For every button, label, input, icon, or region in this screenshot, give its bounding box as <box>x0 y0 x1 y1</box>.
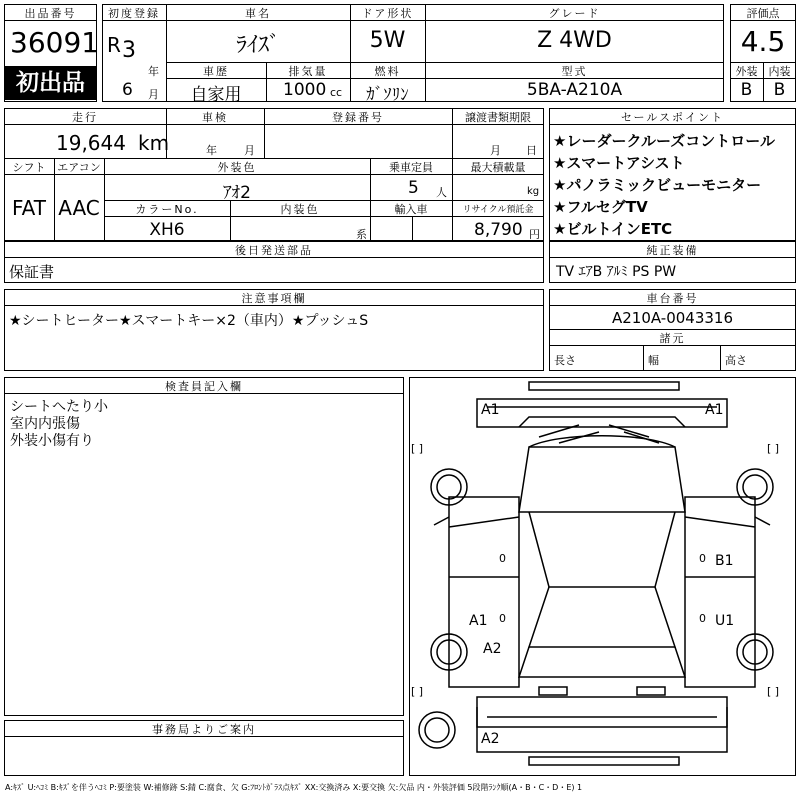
fuel-label: 燃料 <box>374 65 401 78</box>
damage-mark-front-left: A1 <box>481 402 500 418</box>
sales-point-4: ★フルセグTV <box>553 198 648 216</box>
inspector-line-1: シートへたり小 <box>10 399 108 415</box>
lot-number: 36091 <box>10 26 100 59</box>
inspector-line-3: 外装小傷有り <box>10 433 94 449</box>
transfer-month-unit: 月 <box>490 144 501 157</box>
max-load-label: 最大積載量 <box>470 161 526 174</box>
recycle-label: リサイクル預託金 <box>462 205 534 215</box>
office-label: 事務局よりご案内 <box>152 723 256 736</box>
interior-label: 内装 <box>768 65 791 78</box>
aircon-value: AAC <box>58 196 100 220</box>
exterior-grade: B <box>740 80 753 100</box>
inspection-month-unit: 月 <box>244 144 255 157</box>
damage-mark-rear-left: A2 <box>483 641 502 657</box>
grade-value: Z 4WD <box>537 28 612 53</box>
genuine-label: 純正装備 <box>646 244 699 257</box>
capacity-value: 5 <box>408 178 419 198</box>
model-value: 5BA-A210A <box>526 80 623 100</box>
damage-mark-right-door: B1 <box>715 553 734 569</box>
first-listing-badge: 初出品 <box>5 66 96 100</box>
chassis-label: 車台番号 <box>646 292 699 305</box>
displacement-label: 排気量 <box>288 65 328 78</box>
inspection-year-unit: 年 <box>206 144 217 157</box>
aircon-label: エアコン <box>57 161 101 174</box>
score-label: 評価点 <box>746 7 780 20</box>
history-value: 自家用 <box>190 85 242 105</box>
car-name-label: 車名 <box>245 7 271 20</box>
capacity-unit: 人 <box>436 186 447 199</box>
sales-point-3: ★パノラミックビューモニター <box>553 176 762 194</box>
later-parts-value: 保証書 <box>9 263 55 281</box>
ext-color-label: 外装色 <box>217 161 257 174</box>
dimensions-label: 諸元 <box>659 332 686 345</box>
transfer-label: 譲渡書類期限 <box>465 111 531 124</box>
mileage-unit: km <box>138 131 170 155</box>
reg-number-label: 登録番号 <box>332 111 384 124</box>
car-name-value: ﾗｲｽﾞ <box>235 33 280 58</box>
sales-point-2: ★スマートアシスト <box>553 154 685 172</box>
bracket-left-top: [ ] <box>411 442 424 455</box>
caution-value: ★シートヒーター★スマートキー×2（車内）★プッシュS <box>9 313 369 329</box>
bracket-left-bottom: [ ] <box>411 685 424 698</box>
registration-month-unit: 月 <box>148 88 159 101</box>
shift-label: シフト <box>12 161 46 174</box>
damage-mark-right-rear: U1 <box>715 613 735 629</box>
damage-mark-left-rear: A1 <box>469 613 488 629</box>
sales-point-1: ★レーダークルーズコントロール <box>553 132 775 150</box>
zero-left-rear: 0 <box>499 612 506 625</box>
ext-color-value: ｱｵ2 <box>223 183 251 203</box>
dimension-width: 幅 <box>648 354 659 367</box>
mileage-value: 19,644 <box>56 131 126 155</box>
displacement-unit: cc <box>330 86 343 99</box>
score-value: 4.5 <box>740 25 786 58</box>
shift-value: FAT <box>11 196 46 220</box>
import-label: 輸入車 <box>394 203 428 216</box>
bracket-right-bottom: [ ] <box>767 685 780 698</box>
int-color-label: 内装色 <box>280 203 320 216</box>
dimension-height: 高さ <box>725 354 747 367</box>
recycle-value: 8,790 <box>474 220 523 240</box>
grade-label: グレード <box>548 7 601 20</box>
max-load-unit: kg <box>527 186 540 197</box>
history-label: 車歴 <box>203 65 229 78</box>
door-label: ドア形状 <box>361 7 414 20</box>
lot-label: 出品番号 <box>24 7 77 20</box>
sales-points-label: セールスポイント <box>620 111 724 124</box>
color-no-value: XH6 <box>149 220 185 240</box>
sales-point-5: ★ビルトインETC <box>553 220 673 238</box>
chassis-value: A210A-0043316 <box>611 309 734 327</box>
registration-year: 3 <box>122 38 136 63</box>
int-color-unit: 系 <box>356 228 367 241</box>
registration-label: 初度登録 <box>108 7 160 20</box>
genuine-value: TV ｴｱB ｱﾙﾐ PS PW <box>556 264 677 280</box>
zero-left-front: 0 <box>499 552 506 565</box>
registration-year-unit: 年 <box>148 65 159 78</box>
transfer-day-unit: 日 <box>526 144 537 157</box>
inspector-label: 検査員記入欄 <box>165 380 243 393</box>
exterior-label: 外装 <box>735 65 758 78</box>
damage-mark-front-right: A1 <box>705 402 724 418</box>
model-label: 型式 <box>561 65 588 78</box>
dimension-length: 長さ <box>554 354 576 367</box>
zero-right-front: 0 <box>699 552 706 565</box>
inspector-line-2: 室内内張傷 <box>10 416 80 432</box>
inspection-label: 車検 <box>202 111 228 124</box>
mileage-label: 走行 <box>72 111 98 124</box>
car-damage-diagram <box>409 377 796 776</box>
registration-month: 6 <box>122 80 133 100</box>
registration-era: R <box>107 33 121 57</box>
interior-grade: B <box>773 80 786 100</box>
legend: A:ｷｽﾞ U:ﾍｺﾐ B:ｷｽﾞを伴うﾍｺﾐ P:要塗装 W:補修跡 S:錆 C:腐食、欠 G:ﾌﾛﾝﾄｶﾞﾗｽ点ｷｽﾞ XX:交換済み X:要交換 欠:欠品 内・外装評価 5段階ﾗﾝｸ順(A・B・C・D・E) 1 <box>5 783 583 792</box>
fuel-value: ｶﾞｿﾘﾝ <box>366 85 409 105</box>
zero-right-rear: 0 <box>699 612 706 625</box>
recycle-unit: 円 <box>529 228 540 241</box>
caution-label: 注意事項欄 <box>241 292 307 305</box>
damage-mark-bumper: A2 <box>481 731 500 747</box>
later-parts-label: 後日発送部品 <box>235 244 313 257</box>
color-no-label: カラーNo. <box>135 203 199 216</box>
bracket-right-top: [ ] <box>767 442 780 455</box>
displacement-value: 1000 <box>283 80 327 100</box>
door-value: 5W <box>369 28 406 53</box>
capacity-label: 乗車定員 <box>389 161 433 174</box>
